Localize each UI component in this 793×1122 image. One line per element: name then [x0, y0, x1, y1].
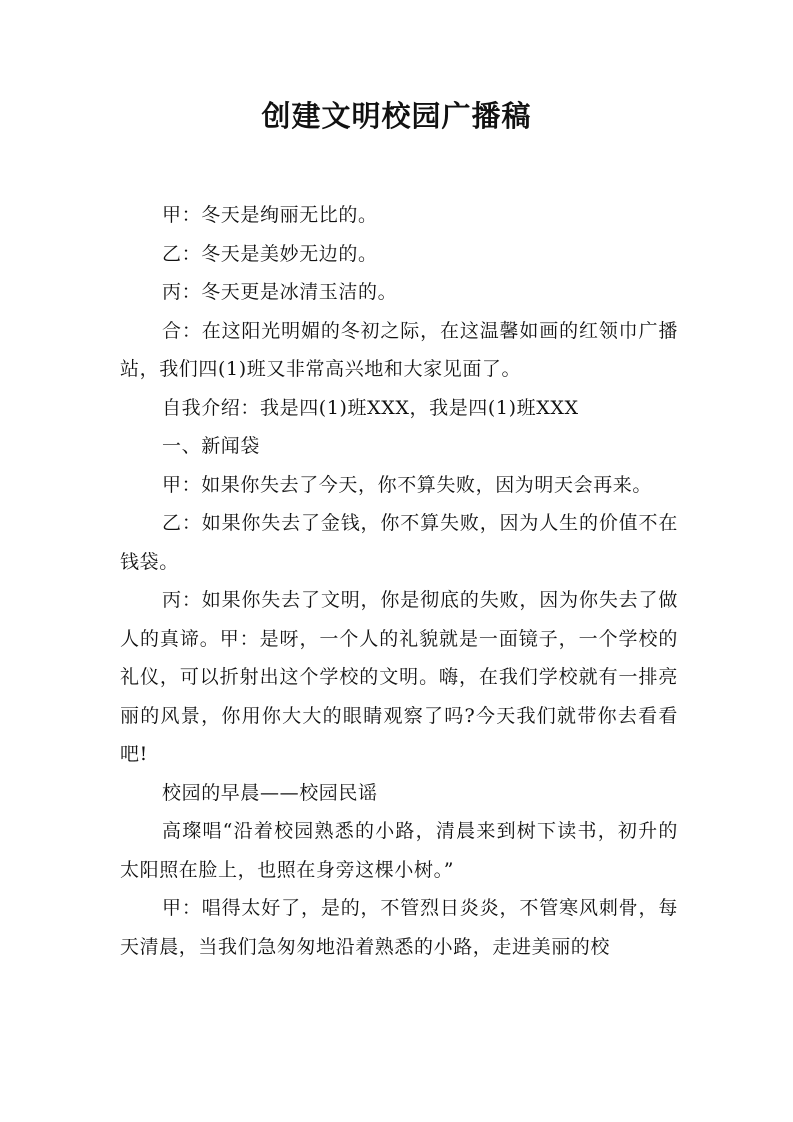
- document-body: [120, 196, 678, 966]
- paragraph-1: 甲：冬天是绚丽无比的。: [162, 204, 378, 226]
- document-title: 创建文明校园广播稿: [261, 99, 532, 133]
- paragraph-12: 甲：唱得太好了，是的，不管烈日炎炎，不管寒风刺骨，每天清晨，当我们急匆匆地沿着熟悉的小路，走进美丽的校: [120, 897, 678, 958]
- paragraph-4: 合：在这阳光明媚的冬初之际，在这温馨如画的红领巾广播站，我们四(1)班又非常高兴地和大家见面了。: [120, 319, 678, 380]
- paragraph-2: 乙：冬天是美妙无边的。: [162, 242, 378, 265]
- paragraph-5: 自我介绍：我是四(1)班XXX，我是四(1)班XXX: [162, 396, 579, 419]
- paragraph-10: 校园的早晨——校园民谣: [162, 781, 378, 804]
- paragraph-8: 乙：如果你失去了金钱，你不算失败，因为人生的价值不在钱袋。: [120, 512, 678, 573]
- paragraph-7: 甲：如果你失去了今天，你不算失败，因为明天会再来。: [162, 473, 653, 496]
- paragraph-9: 丙：如果你失去了文明，你是彻底的失败，因为你失去了做人的真谛。甲：是呀，一个人的礼貌就是一面镜子，一个学校的礼仪，可以折射出这个学校的文明。嗨，在我们学校就有一排亮丽的风景，你用你大大的眼睛观察了吗?今天我们就带你去看看吧!: [120, 589, 678, 765]
- paragraph-11: 高璨唱“沿着校园熟悉的小路，清晨来到树下读书，初升的太阳照在脸上，也照在身旁这棵小树。”: [120, 820, 678, 881]
- paragraph-3: 丙：冬天更是冰清玉洁的。: [162, 281, 398, 303]
- paragraph-6: 一、新闻袋: [162, 435, 261, 457]
